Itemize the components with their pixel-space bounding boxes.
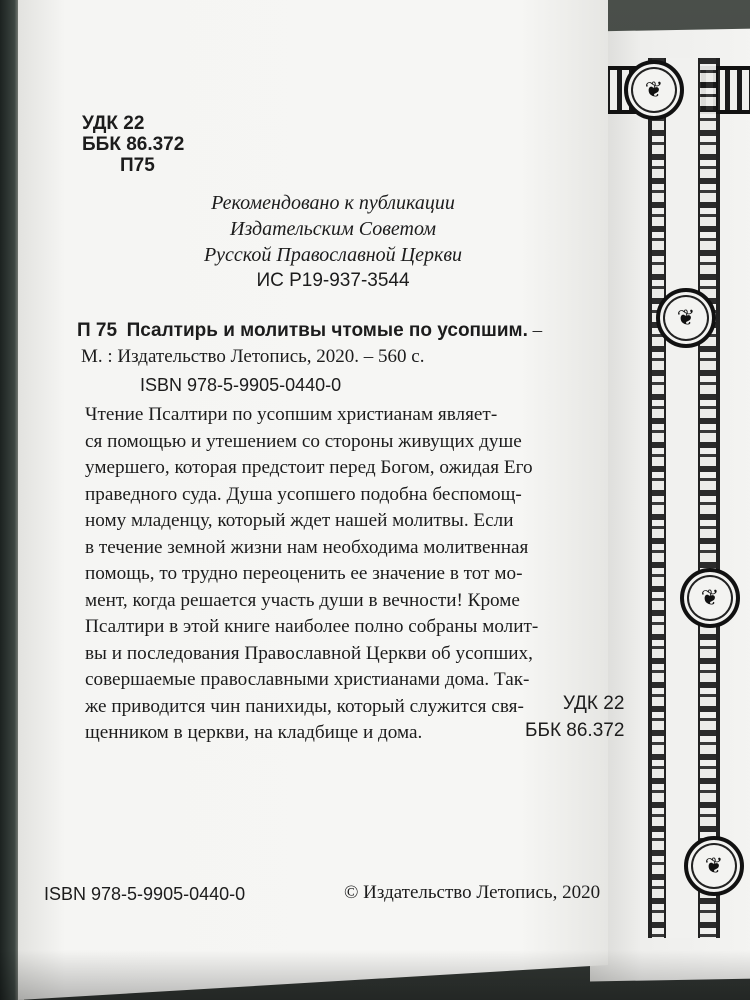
abstract-line: помощь, то трудно переоценить ее значение в тот мо-	[85, 563, 523, 584]
footer-bbk: ББК 86.372	[525, 720, 625, 741]
bbk-code: ББК 86.372	[82, 134, 185, 155]
bird-icon: ❦	[624, 60, 684, 120]
footer-classification	[525, 690, 624, 744]
abstract-line: Чтение Псалтири по усопшим христианам являет-	[85, 404, 498, 425]
entry-code: П 75	[77, 320, 118, 341]
recommendation-block	[168, 190, 498, 294]
recommendation-line: Русской Православной Церкви	[203, 244, 463, 266]
recommendation-line: Издательским Советом	[230, 218, 436, 240]
bird-icon: ❦	[684, 836, 744, 896]
book-title: Псалтирь и молитвы чтомые по усопшим.	[126, 320, 528, 341]
abstract-line: праведного суда. Душа усопшего подобна беспомощ-	[85, 483, 522, 505]
publication-line: М. : Издательство Летопись, 2020. – 560 с.	[81, 346, 425, 367]
entry-isbn: ISBN 978-5-9905-0440-0	[140, 375, 342, 395]
bottom-isbn: ISBN 978-5-9905-0440-0	[44, 884, 246, 904]
abstract-line: совершаемые православными христианами дома. Так-	[85, 669, 530, 690]
recommendation-line: Рекомендовано к публикации	[211, 192, 455, 214]
abstract-line: мент, когда решается участь души в вечности! Кроме	[85, 589, 520, 611]
abstract-line: же приводится чин панихиды, который служится свя-	[85, 695, 524, 717]
abstract-line: ся помощью и утешением со стороны живущих душе	[85, 430, 522, 452]
author-mark: П75	[120, 155, 155, 176]
approval-code: ИС Р19-937-3544	[256, 270, 410, 291]
ornament-border-inner	[664, 58, 700, 938]
title-dash: –	[527, 320, 543, 341]
copyright-notice: © Издательство Летопись, 2020	[344, 882, 601, 903]
abstract-line: щенником в церкви, на кладбище и дома.	[85, 722, 423, 743]
classification-block	[82, 113, 184, 176]
abstract-line: умершего, которая предстоит перед Богом, ожидая Его	[85, 457, 533, 478]
bottom-shadow	[0, 950, 750, 1000]
udk-code: УДК 22	[82, 113, 145, 134]
bibliographic-entry	[77, 318, 542, 370]
bird-icon: ❦	[656, 288, 716, 348]
abstract-line: в течение земной жизни нам необходима молитвенная	[85, 536, 529, 558]
bird-icon: ❦	[680, 568, 740, 628]
abstract-line: Псалтири в этой книге наиболее полно собраны молит-	[85, 616, 539, 637]
abstract-line: вы и последования Православной Церкви об усопших,	[85, 642, 533, 664]
footer-udk: УДК 22	[562, 693, 625, 714]
abstract-line: ному младенцу, который ждет нашей молитвы. Если	[85, 510, 514, 531]
